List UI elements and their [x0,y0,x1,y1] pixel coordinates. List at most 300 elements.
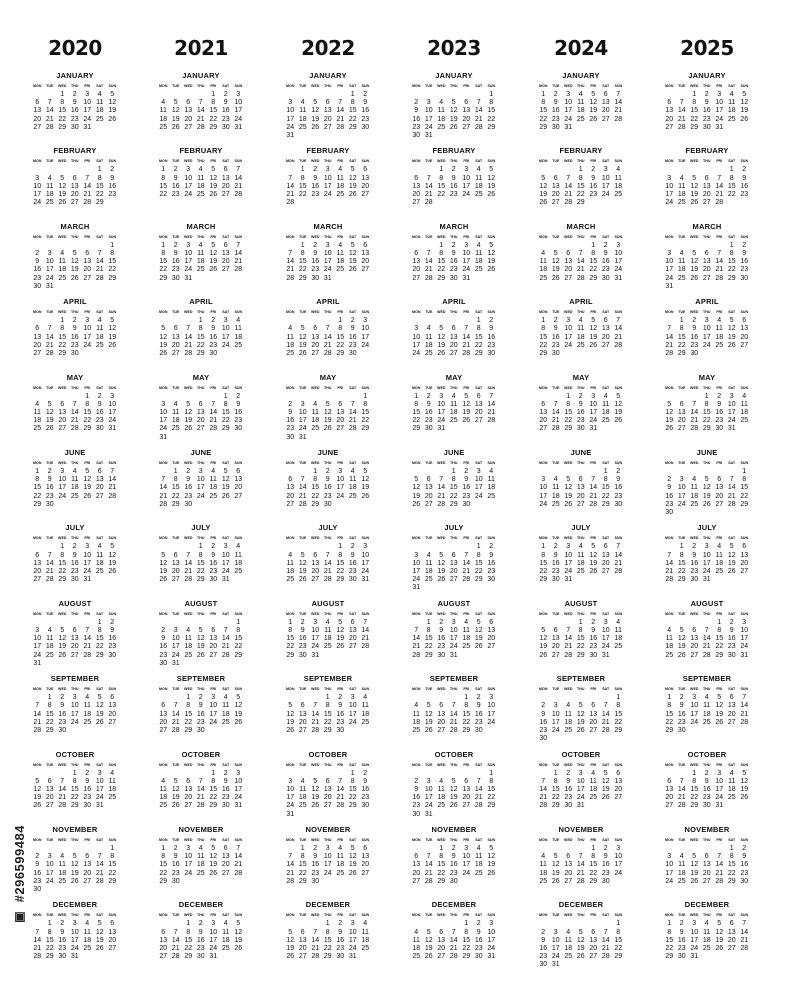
weekday-header [31,460,119,467]
day-cell: 5 [173,777,178,785]
day-cell: 28 [58,802,67,810]
week-row [663,802,751,810]
week-row [663,786,751,794]
day-cell: 2 [742,166,747,174]
day-cell: 15 [159,182,168,190]
empty-day-cell [676,619,689,627]
weekday-label: TUE [552,159,560,164]
day-cell: 30 [474,953,483,961]
day-cell: 15 [564,408,573,416]
day-cell: 26 [348,266,357,274]
day-cell: 13 [564,861,573,869]
day-cell: 5 [451,777,456,785]
day-cell: 18 [83,710,92,718]
weekday-label: FRI [463,159,470,164]
day-cell: 30 [412,131,421,139]
day-cell: 16 [171,258,180,266]
weekday-label: FRI [337,536,344,541]
day-cell: 7 [616,543,621,551]
day-cell: 16 [311,182,320,190]
empty-day-cell [663,166,676,174]
empty-day-cell [195,619,208,627]
empty-day-cell [550,393,563,401]
day-cell: 15 [298,182,307,190]
weekday-label: FRI [716,234,723,239]
day-cell: 24 [83,341,92,349]
empty-day-cell [713,242,726,250]
day-cell: 18 [564,718,573,726]
day-cell: 23 [677,944,686,952]
day-cell: 28 [95,274,104,282]
day-cell: 1 [300,166,305,174]
day-cell: 12 [209,174,218,182]
day-cell: 2 [161,626,166,634]
day-cell: 15 [576,182,585,190]
day-cell: 12 [665,408,674,416]
day-cell: 17 [70,710,79,718]
day-cell: 31 [159,433,168,441]
week-row [663,468,751,476]
day-cell: 30 [614,500,623,508]
day-cell: 25 [715,341,724,349]
day-cell: 22 [58,567,67,575]
weekday-label: THU [450,84,458,88]
day-cell: 1 [566,392,571,400]
weekday-label: TUE [678,687,686,692]
day-cell: 8 [300,249,305,257]
day-cell: 8 [439,174,444,182]
month-block [284,373,372,443]
weekday-label: THU [71,461,79,465]
empty-day-cell [284,393,297,401]
day-cell: 2 [591,618,596,626]
day-cell: 25 [462,643,471,651]
weekday-header [157,762,245,769]
day-cell: 2 [603,241,608,249]
week-row [284,770,372,778]
day-cell: 8 [464,928,469,936]
day-cell: 28 [286,274,295,282]
day-cell: 14 [601,710,610,718]
day-cell: 7 [426,249,431,257]
week-row [663,409,751,417]
day-cell: 17 [474,484,483,492]
day-cell: 17 [462,861,471,869]
day-cell: 10 [323,174,332,182]
weekday-label: MON [33,687,42,692]
weekday-label: WED [437,913,446,918]
month-block [663,71,751,141]
day-cell: 9 [704,777,709,785]
empty-day-cell [600,920,613,928]
empty-day-cell [448,543,461,551]
day-cell: 23 [665,500,674,508]
day-cell: 24 [462,266,471,274]
weekday-label: WED [437,84,446,88]
weekday-label: MON [539,687,548,692]
day-cell: 28 [474,123,483,131]
week-row [157,417,245,425]
day-cell: 26 [539,199,548,207]
month-block [31,373,119,443]
day-cell: 10 [601,626,610,634]
weekday-label: SAT [222,310,230,315]
week-row [31,652,119,660]
empty-day-cell [688,166,701,174]
week-row [31,619,119,627]
day-cell: 2 [72,317,77,325]
empty-day-cell [220,619,233,627]
weekday-label: FRI [337,838,344,842]
weekday-label: SAT [96,385,104,390]
day-cell: 9 [35,861,40,869]
weekday-label: FRI [84,687,91,692]
month-block [157,297,245,367]
day-cell: 21 [564,643,573,651]
day-cell: 16 [83,785,92,793]
weekday-label: WED [58,385,67,390]
week-row [663,719,751,727]
day-cell: 13 [33,559,42,567]
day-cell: 18 [412,718,421,726]
day-cell: 14 [614,99,623,107]
day-cell: 15 [348,785,357,793]
day-cell: 20 [70,190,79,198]
week-row [284,99,372,107]
day-cell: 20 [601,559,610,567]
day-cell: 3 [439,392,444,400]
weekday-label: TUE [299,838,307,842]
day-cell: 18 [108,785,117,793]
day-cell: 1 [591,241,596,249]
day-cell: 9 [198,702,203,710]
month-name: AUGUST [311,598,345,608]
day-cell: 17 [589,408,598,416]
day-cell: 5 [198,626,203,634]
day-cell: 29 [424,651,433,659]
empty-day-cell [410,242,423,250]
day-cell: 9 [464,476,469,484]
week-row [31,334,119,342]
month-block [157,222,245,292]
day-cell: 30 [740,877,749,885]
weekday-label: TUE [46,159,54,164]
weekday-label: SAT [602,234,610,239]
day-cell: 30 [589,651,598,659]
week-row [284,878,372,886]
day-cell: 4 [97,543,102,551]
weekday-header [284,686,372,693]
empty-day-cell [423,543,436,551]
empty-day-cell [297,317,310,325]
day-cell: 4 [198,845,203,852]
day-cell: 8 [60,99,65,107]
day-cell: 5 [211,166,216,174]
day-cell: 3 [426,777,431,785]
day-cell: 21 [576,869,585,877]
day-cell: 25 [286,349,295,357]
day-cell: 9 [72,325,77,333]
day-cell: 11 [602,400,610,408]
day-cell: 8 [211,777,216,785]
weekday-header [537,837,625,844]
weekday-label: WED [690,913,699,918]
day-cell: 22 [108,266,117,274]
month-block [284,900,372,970]
empty-day-cell [423,242,436,250]
day-cell: 23 [690,341,699,349]
day-cell: 8 [47,702,52,710]
day-cell: 27 [715,500,724,508]
day-cell: 25 [589,794,598,802]
weekday-label: WED [311,687,320,692]
weekday-label: MON [286,536,295,541]
day-cell: 27 [70,651,79,659]
weekday-label: SAT [728,310,736,315]
day-cell: 6 [742,317,747,325]
empty-day-cell [550,694,563,702]
month-block [410,523,498,593]
day-cell: 24 [70,718,79,726]
empty-day-cell [676,242,689,250]
empty-day-cell [435,543,448,551]
day-cell: 3 [566,317,571,325]
week-row [410,627,498,635]
day-cell: 1 [350,769,355,777]
day-cell: 9 [566,777,571,785]
day-cell: 4 [566,928,571,936]
day-cell: 3 [211,694,216,702]
day-cell: 14 [234,853,243,861]
day-cell: 6 [223,241,228,249]
weekday-label: MON [665,461,674,465]
week-row [157,501,245,509]
week-row [31,425,119,433]
week-row [31,719,119,727]
day-cell: 25 [677,877,686,885]
day-cell: 14 [234,174,243,182]
weekday-label: SAT [222,385,230,390]
day-cell: 18 [171,417,180,425]
day-cell: 5 [464,392,469,400]
day-cell: 13 [196,408,205,416]
day-cell: 19 [45,417,54,425]
week-row [284,107,372,115]
day-cell: 29 [184,726,193,734]
month-name: JUNE [696,448,718,457]
week-row [663,702,751,710]
week-row [410,401,498,409]
day-cell: 3 [717,769,722,777]
day-cell: 20 [614,785,623,793]
weekday-header [284,460,372,467]
day-cell: 11 [475,174,483,182]
month-block [284,523,372,593]
day-cell: 2 [173,845,178,852]
day-cell: 31 [221,576,230,584]
weekday-label: WED [58,687,67,692]
empty-day-cell [575,468,588,476]
day-cell: 1 [439,845,444,852]
week-row [410,694,498,702]
day-cell: 27 [298,953,307,961]
day-cell: 14 [184,333,193,341]
day-cell: 23 [449,869,458,877]
week-row [410,409,498,417]
day-cell: 9 [173,249,178,257]
day-cell: 20 [449,567,458,575]
day-cell: 31 [286,810,295,818]
day-cell: 11 [577,325,585,333]
month-block [157,825,245,895]
week-row [157,794,245,802]
weekday-label: FRI [210,234,217,239]
weekday-label: THU [197,687,205,692]
day-cell: 3 [288,777,293,785]
empty-day-cell [448,920,461,928]
day-cell: 7 [173,702,178,710]
week-row [157,643,245,651]
week-row [663,870,751,878]
month-block [537,523,625,593]
month-name: SEPTEMBER [682,674,732,684]
day-cell: 17 [311,635,320,643]
day-cell: 15 [286,635,295,643]
day-cell: 28 [576,877,585,885]
day-cell: 13 [83,258,92,266]
day-cell: 7 [578,853,583,861]
empty-day-cell [562,619,575,627]
weekday-label: TUE [678,611,686,616]
day-cell: 9 [173,174,178,182]
day-cell: 16 [311,861,320,869]
day-cell: 21 [95,266,104,274]
day-cell: 27 [437,726,446,734]
month-block [157,448,245,518]
day-cell: 18 [336,861,345,869]
day-cell: 2 [186,468,191,475]
day-cell: 13 [361,174,370,182]
day-cell: 30 [221,802,230,810]
day-cell: 24 [412,349,421,357]
day-cell: 25 [184,651,193,659]
day-cell: 16 [348,333,357,341]
day-cell: 14 [361,626,370,634]
weekday-label: TUE [425,84,433,88]
day-cell: 10 [33,635,42,643]
weekday-label: FRI [337,461,344,465]
day-cell: 23 [286,425,295,433]
day-cell: 2 [338,694,343,702]
weekday-label: WED [58,159,67,164]
day-cell: 27 [323,802,332,810]
day-cell: 17 [348,936,357,944]
day-cell: 26 [740,115,749,123]
empty-day-cell [550,920,563,928]
day-cell: 10 [234,777,243,785]
week-row [537,484,625,492]
week-row [410,811,498,819]
day-cell: 11 [299,107,307,115]
day-cell: 21 [474,115,483,123]
day-cell: 12 [171,107,180,115]
day-cell: 11 [336,853,344,861]
month-name: JUNE [443,448,465,457]
day-cell: 10 [564,551,573,559]
weekday-label: THU [703,310,711,315]
day-cell: 31 [95,802,104,810]
day-cell: 23 [361,794,370,802]
day-cell: 3 [476,468,481,475]
day-cell: 17 [45,869,54,877]
day-cell: 16 [33,266,42,274]
day-cell: 30 [576,425,585,433]
day-cell: 5 [47,400,52,408]
day-cell: 8 [338,551,343,559]
day-cell: 10 [665,861,674,869]
day-cell: 8 [439,249,444,257]
day-cell: 8 [729,174,734,182]
day-cell: 4 [198,166,203,174]
day-cell: 4 [338,241,343,249]
week-row [157,937,245,945]
day-cell: 5 [578,702,583,710]
weekday-label: TUE [299,310,307,315]
week-row [663,627,751,635]
day-cell: 26 [209,190,218,198]
day-cell: 13 [702,861,711,869]
day-cell: 26 [108,341,117,349]
day-cell: 24 [576,794,585,802]
day-cell: 23 [58,718,67,726]
weekday-label: FRI [337,385,344,390]
week-row [410,878,498,886]
empty-day-cell [423,317,436,325]
day-cell: 6 [679,400,684,408]
day-cell: 5 [350,241,355,249]
day-cell: 14 [159,484,168,492]
day-cell: 14 [83,635,92,643]
day-cell: 21 [33,944,42,952]
day-cell: 28 [424,274,433,282]
day-cell: 7 [161,476,166,484]
week-row [663,325,751,333]
day-cell: 22 [487,115,496,123]
week-row [537,568,625,576]
day-cell: 26 [437,576,446,584]
weekday-label: MON [286,762,295,767]
day-cell: 21 [487,408,496,416]
weekday-label: THU [577,159,585,164]
day-cell: 17 [221,333,230,341]
day-cell: 1 [679,543,684,551]
day-cell: 17 [665,190,674,198]
day-cell: 4 [541,249,546,257]
week-row [663,393,751,401]
day-cell: 14 [171,710,180,718]
day-cell: 27 [311,349,320,357]
day-cell: 6 [186,777,191,785]
week-row [410,929,498,937]
day-cell: 1 [439,166,444,174]
week-row [537,778,625,786]
day-cell: 18 [474,861,483,869]
month-block [31,448,119,518]
day-cell: 9 [72,99,77,107]
weekday-label: SAT [728,84,736,88]
week-row [537,937,625,945]
day-cell: 14 [576,861,585,869]
